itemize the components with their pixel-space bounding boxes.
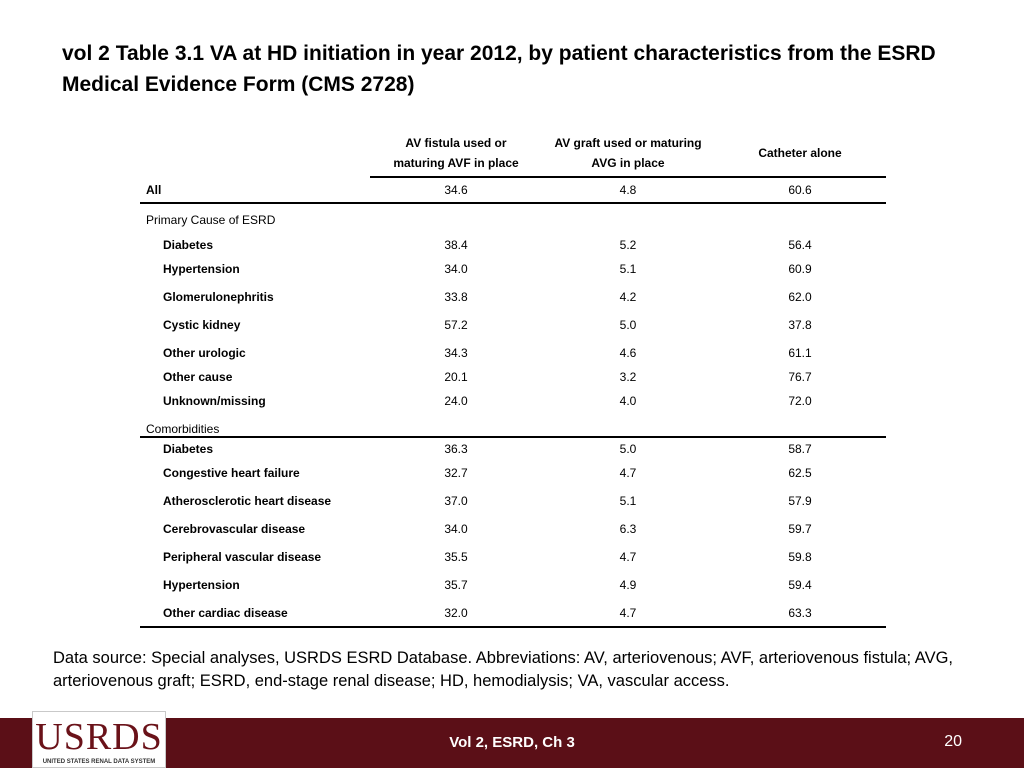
row-label: Peripheral vascular disease: [163, 550, 322, 564]
table-row: [140, 543, 886, 571]
logo-subtext: UNITED STATES RENAL DATA SYSTEM: [42, 759, 156, 765]
table-row: [140, 515, 886, 543]
cell-av-graft: 4.2: [619, 290, 637, 304]
section-label: Primary Cause of ESRD: [146, 212, 276, 227]
table-row-all: [140, 177, 886, 203]
table-row: [140, 367, 886, 387]
cell-av-graft: 4.7: [619, 466, 637, 480]
cell-av-fistula: 34.0: [444, 262, 468, 276]
table-row: [140, 255, 886, 283]
cell-av-fistula: 34.0: [444, 522, 468, 536]
cell-av-fistula: 32.0: [370, 599, 542, 627]
row-label: Diabetes: [163, 238, 214, 252]
table-row: [140, 339, 886, 367]
cell-av-graft: 6.3: [619, 522, 637, 536]
row-label: Glomerulonephritis: [163, 290, 274, 304]
table-row: [140, 459, 886, 487]
cell-av-graft: 5.1: [619, 494, 637, 508]
row-label: Unknown/missing: [163, 394, 266, 408]
table-row: [140, 283, 886, 311]
cell-av-fistula: 34.3: [444, 346, 468, 360]
row-label: Diabetes: [163, 441, 214, 456]
cell-av-fistula: 57.2: [444, 318, 468, 332]
cell-av-graft: 4.7: [619, 550, 637, 564]
cell-catheter: 76.7: [788, 370, 812, 384]
cell-av-graft: 4.0: [619, 394, 637, 408]
row-label: Other cause: [163, 370, 233, 384]
cell-catheter: 59.8: [788, 550, 812, 564]
table-row: [140, 487, 886, 515]
cell-av-graft: 5.1: [619, 262, 637, 276]
cell-av-fistula: 37.0: [444, 494, 468, 508]
cell-av-graft: 4.8: [542, 177, 714, 203]
usrds-logo: [32, 711, 166, 768]
table-row: [140, 599, 886, 627]
row-label: Congestive heart failure: [163, 466, 300, 480]
table-row: [140, 311, 886, 339]
slide-title: vol 2 Table 3.1 VA at HD initiation in year 2012, by patient characteristics from the ESRD Medical Evidence Form (CMS 2728): [62, 42, 936, 96]
cell-av-graft: 4.7: [542, 599, 714, 627]
row-label: All: [140, 177, 370, 203]
row-label: Hypertension: [163, 578, 240, 592]
cell-av-fistula: 32.7: [444, 466, 468, 480]
section-primary-cause: [140, 203, 886, 235]
cell-av-graft: 3.2: [619, 370, 637, 384]
footer-chapter: Vol 2, ESRD, Ch 3: [449, 734, 575, 751]
cell-av-fistula: 36.3: [444, 441, 468, 456]
cell-catheter: 57.9: [788, 494, 812, 508]
cell-catheter: 72.0: [788, 394, 812, 408]
header-catheter: Catheter alone: [714, 130, 886, 177]
row-label: Cystic kidney: [163, 318, 241, 332]
cell-catheter: 60.9: [788, 262, 812, 276]
cell-catheter: 63.3: [714, 599, 886, 627]
row-label: Hypertension: [163, 262, 240, 276]
row-label: Other cardiac disease: [140, 599, 370, 627]
table-row: [140, 235, 886, 255]
table-header-row: [140, 130, 886, 177]
page-number: 20: [944, 733, 962, 750]
logo-wordmark: USRDS: [35, 716, 163, 758]
cell-av-graft: 4.9: [619, 578, 637, 592]
table-row: [140, 387, 886, 415]
table-row: [140, 437, 886, 459]
row-label: Other urologic: [163, 346, 246, 360]
cell-catheter: 60.6: [714, 177, 886, 203]
row-label: Cerebrovascular disease: [163, 522, 306, 536]
source-note: Data source: Special analyses, USRDS ESRD Database. Abbreviations: AV, arteriovenous; AVF, arteriovenous fistula; AVG, arteriovenous graft; ESRD, end-stage renal disease; HD, hemodialysis; VA, vascular access.: [53, 649, 954, 690]
cell-av-graft: 5.0: [619, 441, 637, 456]
cell-av-fistula: 35.7: [444, 578, 468, 592]
cell-av-graft: 5.2: [619, 238, 637, 252]
cell-catheter: 59.7: [788, 522, 812, 536]
cell-av-fistula: 34.6: [370, 177, 542, 203]
data-table: [140, 130, 886, 628]
cell-catheter: 62.0: [788, 290, 812, 304]
cell-catheter: 62.5: [788, 466, 812, 480]
cell-av-graft: 4.6: [619, 346, 637, 360]
cell-av-graft: 5.0: [619, 318, 637, 332]
table-row: [140, 571, 886, 599]
section-label: Comorbidities: [140, 415, 886, 437]
cell-catheter: 59.4: [788, 578, 812, 592]
header-av-fistula: AV fistula used or maturing AVF in place: [370, 130, 542, 177]
section-comorbidities: [140, 415, 886, 437]
cell-catheter: 61.1: [788, 346, 812, 360]
cell-av-fistula: 33.8: [444, 290, 468, 304]
cell-av-fistula: 35.5: [444, 550, 468, 564]
row-label: Atherosclerotic heart disease: [163, 494, 332, 508]
cell-av-fistula: 24.0: [444, 394, 468, 408]
header-blank: [140, 130, 370, 177]
header-av-graft: AV graft used or maturing AVG in place: [542, 130, 714, 177]
cell-catheter: 56.4: [788, 238, 812, 252]
cell-av-fistula: 38.4: [444, 238, 468, 252]
cell-av-fistula: 20.1: [444, 370, 468, 384]
cell-catheter: 58.7: [788, 441, 812, 456]
cell-catheter: 37.8: [788, 318, 812, 332]
